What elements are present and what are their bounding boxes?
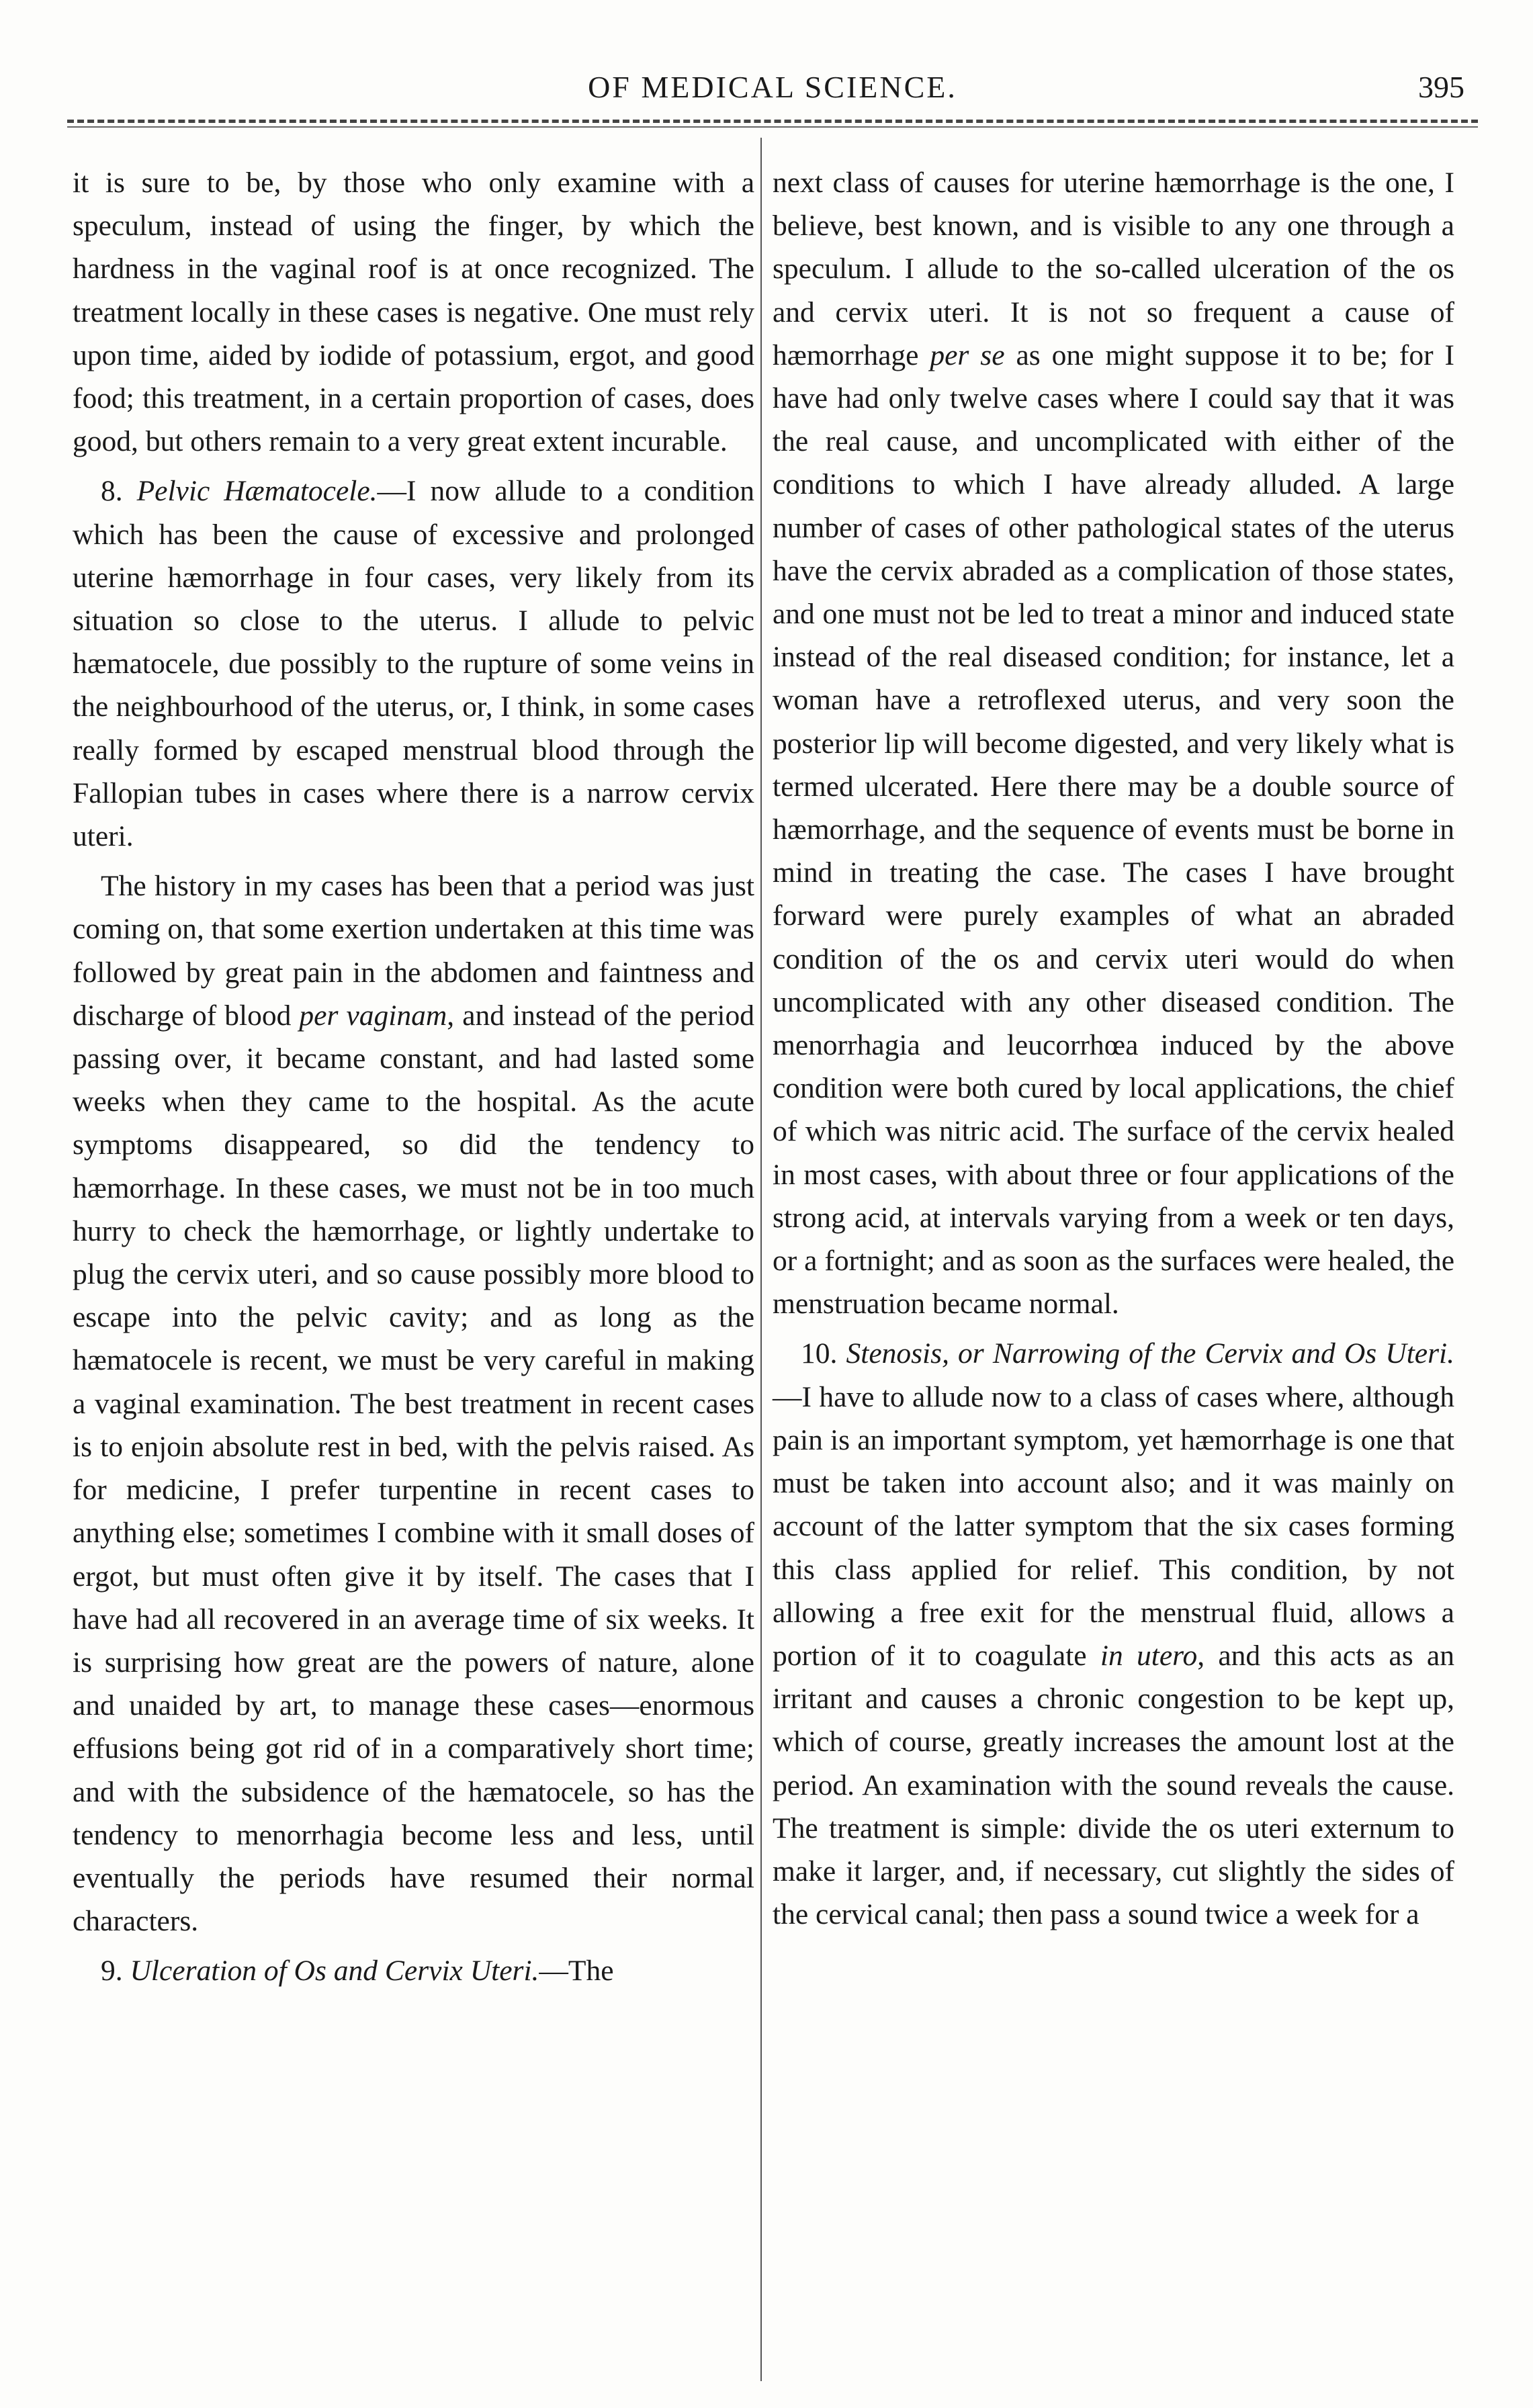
ulceration-text-a: next class of causes for uterine hæmorrhage is the one, I believe, best known, and is visible to any one through a speculum. I allude to the so-called ulceration of the os and cervix uteri. It is not so frequent a cause of hæmorrhage	[773, 167, 1454, 371]
section-8-paragraph	[73, 470, 754, 858]
section-10-text-a: —I have to allude now to a class of cases where, although pain is an important symptom, yet hæmorrhage is one that must be taken into account also; and it was mainly on account of the latter symptom that the six cases forming this class applied for relief. This condition, by not allowing a free exit for the menstrual fluid, allows a portion of it to coagulate	[773, 1380, 1454, 1672]
history-italic: per vaginam	[299, 999, 447, 1032]
section-9-number: 9.	[101, 1955, 123, 1988]
header-rule-secondary	[67, 126, 1478, 128]
running-head	[67, 64, 1478, 118]
header-rule	[67, 120, 1478, 123]
section-10-italic: in utero	[1100, 1639, 1198, 1672]
history-text-a: The history in my cases has been that a period was just coming on, that some exertion undertaken at this time was followed by great pain in the abdomen and faintness and discharge of blood	[73, 870, 754, 1032]
ulceration-text-b: as one might suppose it to be; for I have had only twelve cases where I could say that it was the real cause, and uncomplicated with either of the conditions to which I have already alluded. A large number of cases of other pathological states of the uterus have the cervix abraded as a complication of those states, and one must not be led to treat a minor and induced state instead of the real diseased condition; for instance, let a woman have a retroflexed uterus, and very soon the posterior lip will become digested, and very likely what is termed ulcerated. Here there may be a double source of hæmorrhage, and the sequence of events must be borne in mind in treating the case. The cases I have brought forward were purely examples of what an abraded condition of the os and cervix uteri would do when uncomplicated with any other diseased condition. The menorrhagia and leucorrhœa induced by the above condition were both cured by local applications, the chief of which was nitric acid. The surface of the cervix healed in most cases, with about three or four applications of the strong acid, at intervals varying from a week or ten days, or a fortnight; and as soon as the surfaces were healed, the menstruation became normal.	[773, 339, 1454, 1321]
section-9-paragraph	[73, 1949, 754, 1992]
section-10-paragraph	[773, 1332, 1454, 1936]
left-paragraph-continuation	[73, 161, 754, 463]
haematocele-history-paragraph	[73, 864, 754, 1943]
section-10-text-b: , and this acts as an irritant and causes a chronic congestion to be kept up, which of course, greatly increases the amount lost at the period. An examination with the sound reveals the cause. The treatment is simple: divide the os uteri externum to make it larger, and, if necessary, cut slightly the sides of the cervical canal; then pass a sound twice a week for a	[773, 1639, 1454, 1931]
column-divider	[760, 138, 762, 2381]
right-column	[773, 161, 1454, 2378]
ulceration-italic: per se	[930, 339, 1005, 371]
section-8-text: —I now allude to a condition which has been the cause of excessive and prolonged uterine hæmorrhage in four cases, very likely from its situation so close to the uterus. I allude to pelvic hæmatocele, due possibly to the rupture of some veins in the neighbourhood of the uterus, or, I think, in some cases really formed by escaped menstrual blood through the Fallopian tubes in cases where there is a narrow cervix uteri.	[73, 475, 755, 853]
running-title: OF MEDICAL SCIENCE.	[588, 70, 957, 104]
section-10-number: 10.	[801, 1337, 838, 1370]
section-9-text: —The	[539, 1955, 614, 1988]
ulceration-paragraph	[773, 161, 1454, 1325]
left-column	[73, 161, 754, 2378]
left-p1-text: it is sure to be, by those who only examine with a speculum, instead of using the finger, by which the hardness in the vaginal roof is at once recognized. The treatment locally in these cases is negative. One must rely upon time, aided by iodide of potassium, ergot, and good food; this treatment, in a certain proportion of cases, does good, but others remain to a very great extent incurable.	[73, 167, 754, 458]
section-8-number: 8.	[101, 475, 123, 508]
section-8-heading: Pelvic Hæmatocele.	[136, 475, 378, 508]
history-text-b: , and instead of the period passing over, it became constant, and had lasted some weeks when they came to the hospital. As the acute symptoms disappeared, so did the tendency to hæmorrhage. In these cases, we must not be in too much hurry to check the hæmorrhage, or lightly undertake to plug the cervix uteri, and so cause possibly more blood to escape into the pelvic cavity; and as long as the hæmatocele is recent, we must be very careful in making a vaginal examination. The best treatment in recent cases is to enjoin absolute rest in bed, with the pelvis raised. As for medicine, I prefer turpentine in recent cases to anything else; sometimes I combine with it small doses of ergot, but must often give it by itself. The cases that I have had all recovered in an average time of six weeks. It is surprising how great are the powers of nature, alone and unaided by art, to manage these cases—enormous effusions being got rid of in a comparatively short time; and with the subsidence of the hæmatocele, so has the tendency to menorrhagia become less and less, until eventually the periods have resumed their normal characters.	[73, 999, 754, 1938]
page-number: 395	[1418, 70, 1464, 104]
section-10-heading: Stenosis, or Narrowing of the Cervix and Os Uteri.	[846, 1337, 1455, 1370]
section-9-heading: Ulceration of Os and Cervix Uteri.	[130, 1955, 539, 1988]
